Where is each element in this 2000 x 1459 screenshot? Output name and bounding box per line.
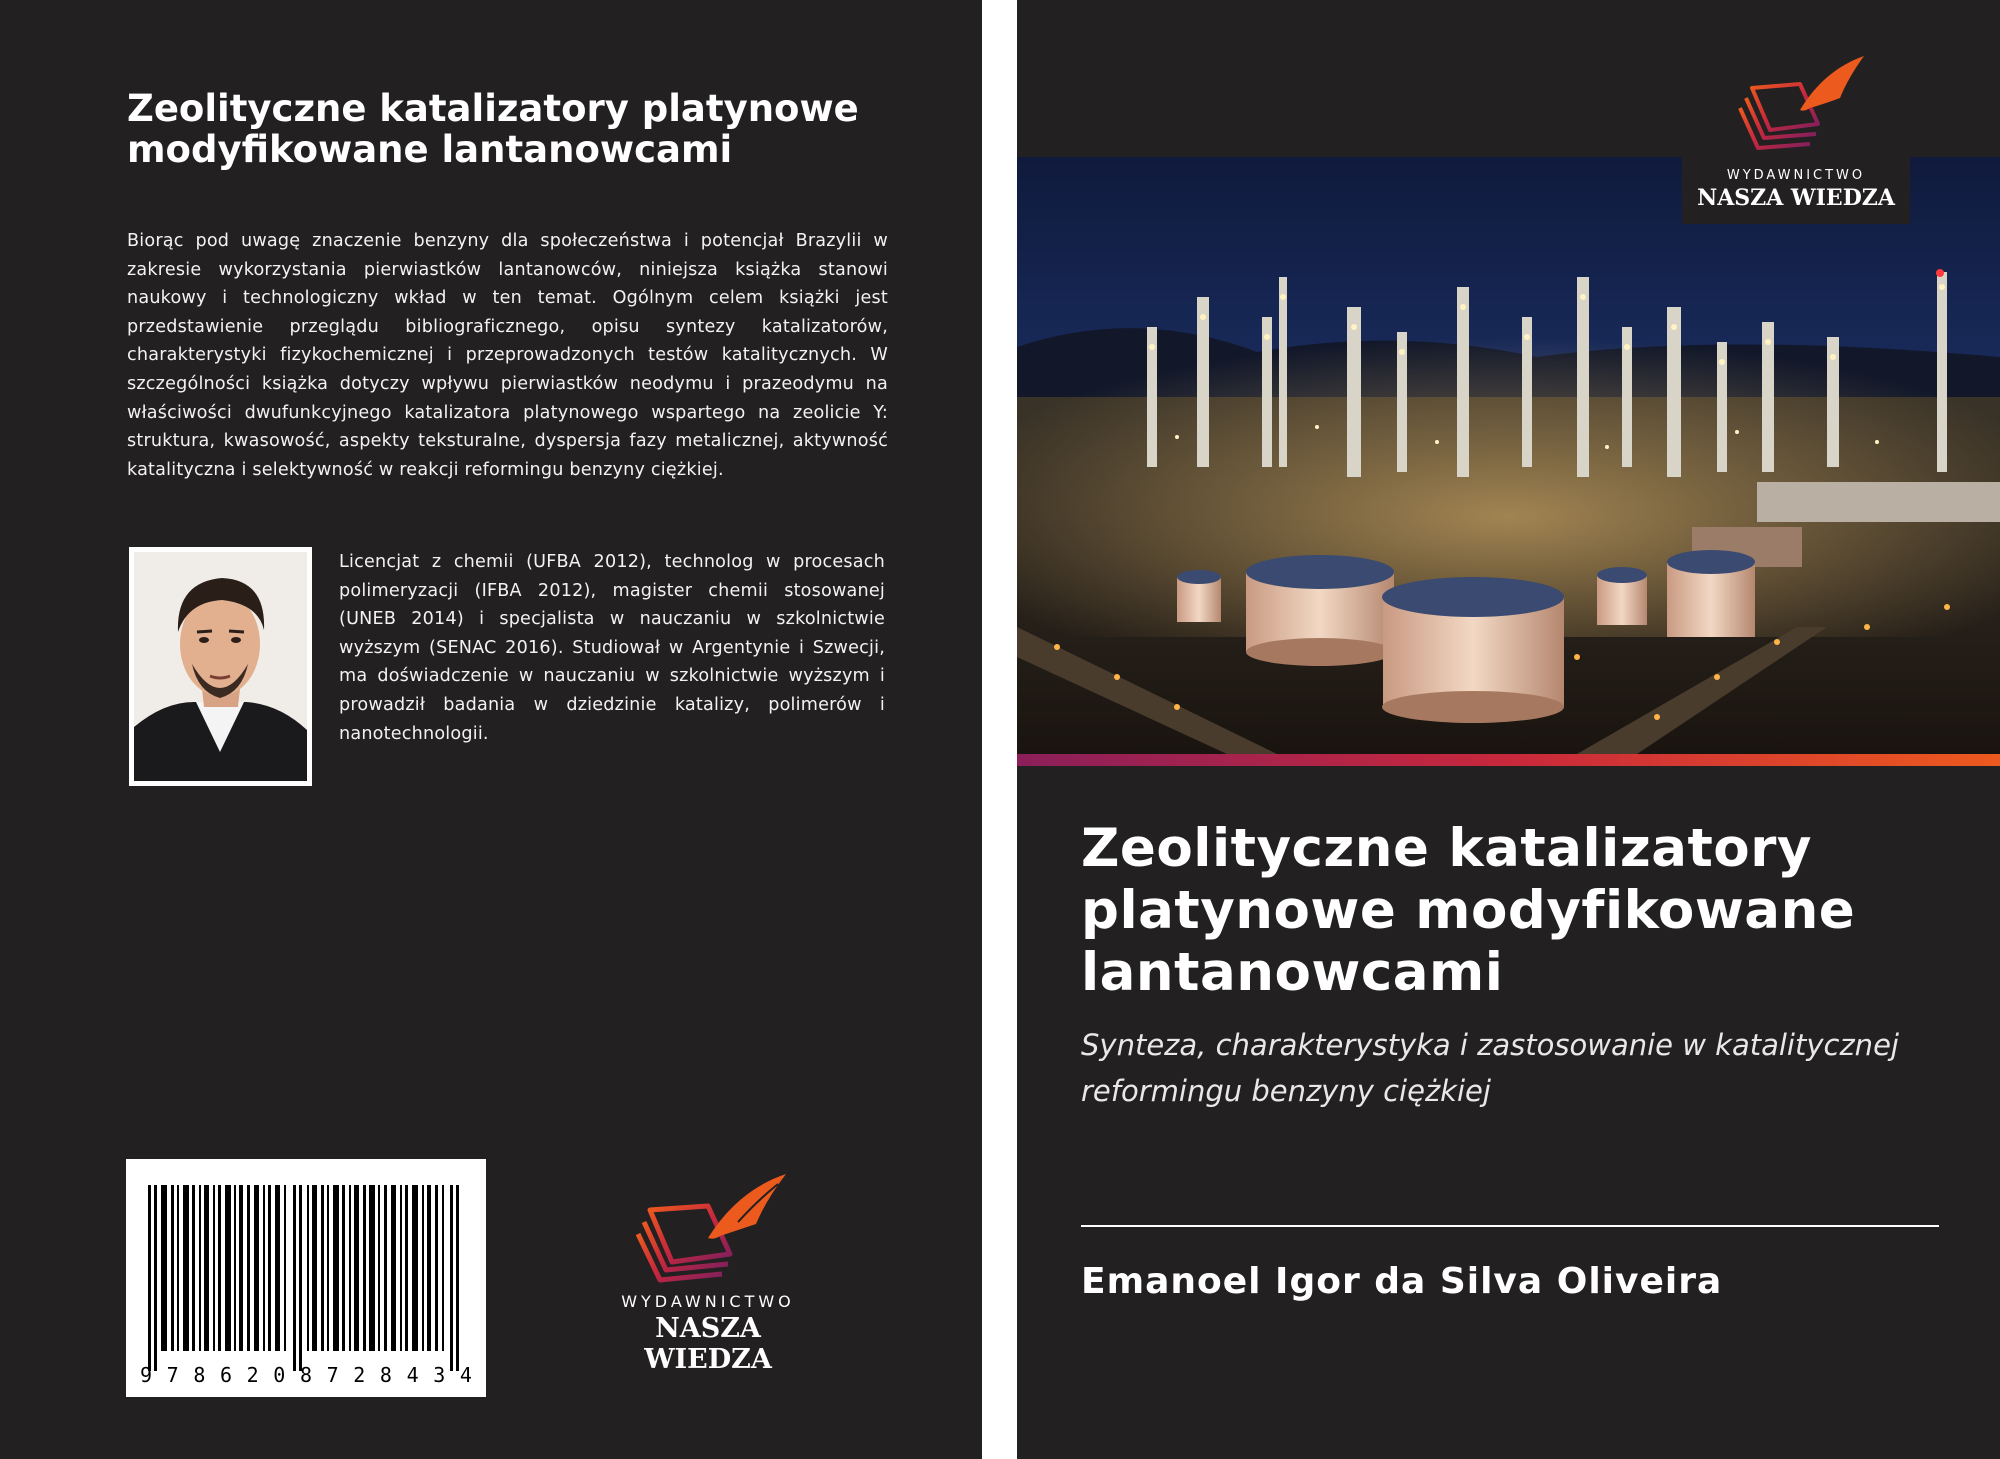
front-cover-title: Zeolityczne katalizatory platynowe modyfikowane lantanowcami: [1081, 818, 1856, 1003]
isbn-digit: 8: [379, 1363, 392, 1387]
author-biography: Licencjat z chemii (UFBA 2012), technolog w procesach polimeryzacji (IFBA 2012), magister chemii stosowanej (UNEB 2014) i specjalista w nauczaniu w szkolnictwie wyższym (SENAC 2016). Studiował w Argentynie i Szwecji, ma doświadczenie w nauczaniu w szkolnictwie wyższym i prowadził badania w dziedzinie katalizy, polimerów i nanotechnologii.: [339, 552, 885, 744]
author-photo: [129, 547, 312, 786]
spine-gap: [982, 0, 1017, 1459]
isbn-digit: 9: [140, 1363, 153, 1387]
refinery-image: [1017, 157, 2000, 754]
refinery-night-photo: [1017, 157, 2000, 754]
publisher-name: NASZA WIEDZA: [1697, 185, 1895, 211]
isbn-digit: 4: [406, 1363, 419, 1387]
divider: [1081, 1225, 1939, 1227]
isbn-digit: 4: [459, 1363, 472, 1387]
isbn-digit: 8: [299, 1363, 312, 1387]
accent-bar: [1017, 754, 2000, 766]
front-cover-subtitle: Synteza, charakterystyka i zastosowanie w katalitycznej reformingu benzyny ciężkiej: [1081, 1028, 1899, 1108]
isbn-digit: 3: [433, 1363, 446, 1387]
book-quill-icon: [588, 1170, 828, 1288]
isbn-digit: 0: [273, 1363, 286, 1387]
isbn-barcode: [126, 1159, 486, 1397]
publisher-small-label: WYDAWNICTWO: [1726, 168, 1866, 183]
isbn-digit: 2: [353, 1363, 366, 1387]
back-cover-description: Biorąc pod uwagę znaczenie benzyny dla społeczeństwa i potencjał Brazylii w zakresie wykorzystania pierwiastków lantanowców, niniejsza książka stanowi naukowy i technologiczny wkład w ten temat. Ogólnym celem książki jest przedstawienie przeglądu bibliograficznego, opisu syntezy katalizatorów, charakterystyki fizykochemicznej i przeprowadzonych testów katalitycznych. W szczególności książka dotyczy wpływu pierwiastków neodymu i prazeodymu na właściwości dwufunkcyjnego katalizatora platynowego wspartego na zeolicie Y: struktura, kwasowość, aspekty teksturalne, dyspersja fazy metalicznej, aktywność katalityczna i selektywność w reakcji reformingu benzyny ciężkiej.: [127, 231, 888, 480]
publisher-small-label: WYDAWNICTWO: [621, 1292, 795, 1311]
back-publisher-logo: [588, 1170, 828, 1375]
isbn-digit: 7: [326, 1363, 339, 1387]
barcode-icon: [126, 1159, 486, 1397]
back-cover-title: Zeolityczne katalizatory platynowe modyfikowane lantanowcami: [127, 87, 859, 171]
author-name: Emanoel Igor da Silva Oliveira: [1081, 1261, 1723, 1302]
isbn-digit: 6: [219, 1363, 233, 1387]
isbn-digits: [140, 1363, 472, 1387]
isbn-digit: 2: [246, 1363, 259, 1387]
isbn-digit: 8: [193, 1363, 206, 1387]
book-quill-icon: [1682, 52, 1910, 162]
front-publisher-logo: [1682, 52, 1910, 224]
publisher-name: NASZA WIEDZA: [644, 1313, 772, 1375]
isbn-digit: 7: [166, 1363, 179, 1387]
author-portrait-image: [134, 552, 307, 781]
